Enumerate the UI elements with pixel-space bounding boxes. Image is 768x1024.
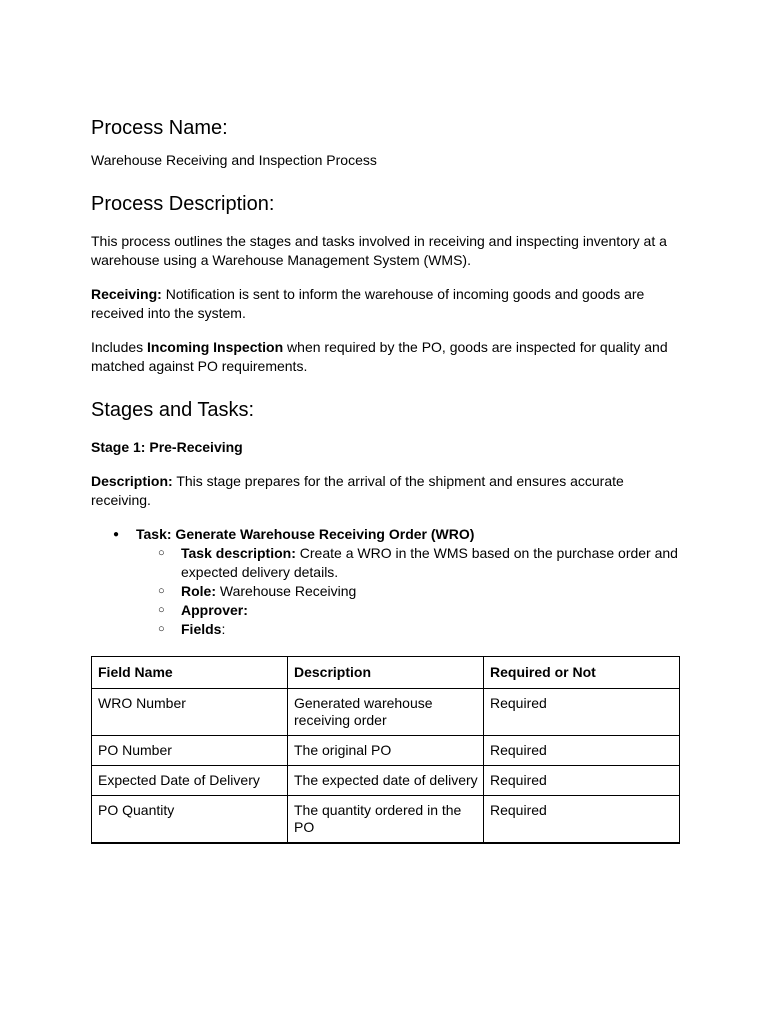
receiving-text: Notification is sent to inform the warehouse of incoming goods and goods are received into the system. xyxy=(91,286,645,321)
cell-field-name: WRO Number xyxy=(92,689,288,736)
task-fields-colon: : xyxy=(221,621,226,637)
stage-1-title xyxy=(91,438,679,457)
header-required: Required or Not xyxy=(484,657,680,689)
stage-1-description xyxy=(91,472,679,510)
stage-1-title-text: Stage 1: Pre-Receiving xyxy=(91,439,243,455)
cell-required: Required xyxy=(484,736,680,766)
task-fields-label: Fields xyxy=(181,621,222,637)
stages-heading: Stages and Tasks: xyxy=(91,399,255,421)
task-description-item xyxy=(136,544,679,582)
stage-1-description-label: Description: xyxy=(91,473,173,489)
task-item xyxy=(91,525,679,639)
task-role-label: Role: xyxy=(181,583,216,599)
table-header-row xyxy=(92,657,680,689)
process-name-heading: Process Name: xyxy=(91,117,228,139)
task-role-text: Warehouse Receiving xyxy=(216,583,357,599)
table-row xyxy=(92,766,680,796)
task-role-item xyxy=(136,582,679,601)
task-description-label: Task description: xyxy=(181,545,296,561)
task-approver-label: Approver: xyxy=(181,602,248,618)
cell-required: Required xyxy=(484,796,680,844)
cell-field-name: Expected Date of Delivery xyxy=(92,766,288,796)
cell-field-name: PO Number xyxy=(92,736,288,766)
cell-field-name: PO Quantity xyxy=(92,796,288,844)
table-row xyxy=(92,796,680,844)
inspection-text: when required by the PO, goods are inspected for quality and matched against PO requirements. xyxy=(91,339,668,374)
task-description-text: Create a WRO in the WMS based on the purchase order and expected delivery details. xyxy=(181,545,678,580)
cell-description: Generated warehouse receiving order xyxy=(288,689,484,736)
table-row xyxy=(92,689,680,736)
inspection-paragraph xyxy=(91,338,679,376)
includes-prefix: Includes xyxy=(91,339,148,355)
inspection-label: Incoming Inspection xyxy=(147,339,284,355)
cell-description: The quantity ordered in the PO xyxy=(288,796,484,844)
document-page xyxy=(91,116,679,844)
process-description-intro: This process outlines the stages and tasks involved in receiving and inspecting inventory at a warehouse using a Warehouse Management System (WMS). xyxy=(91,233,667,268)
header-description: Description xyxy=(288,657,484,689)
process-name-value: Warehouse Receiving and Inspection Process xyxy=(91,152,377,168)
fields-table xyxy=(91,656,680,844)
cell-description: The original PO xyxy=(288,736,484,766)
cell-required: Required xyxy=(484,766,680,796)
table-row xyxy=(92,736,680,766)
cell-description: The expected date of delivery xyxy=(288,766,484,796)
header-field-name: Field Name xyxy=(92,657,288,689)
task-list xyxy=(91,525,679,639)
receiving-paragraph xyxy=(91,285,679,323)
task-fields-item xyxy=(136,620,679,639)
process-description-heading: Process Description: xyxy=(91,193,275,215)
task-title: Task: Generate Warehouse Receiving Order (WRO) xyxy=(136,526,475,542)
stage-1-description-text: This stage prepares for the arrival of the shipment and ensures accurate receiving. xyxy=(91,473,624,508)
task-details-list xyxy=(136,544,679,639)
task-approver-item xyxy=(136,601,679,620)
receiving-label: Receiving: xyxy=(91,286,162,302)
cell-required: Required xyxy=(484,689,680,736)
